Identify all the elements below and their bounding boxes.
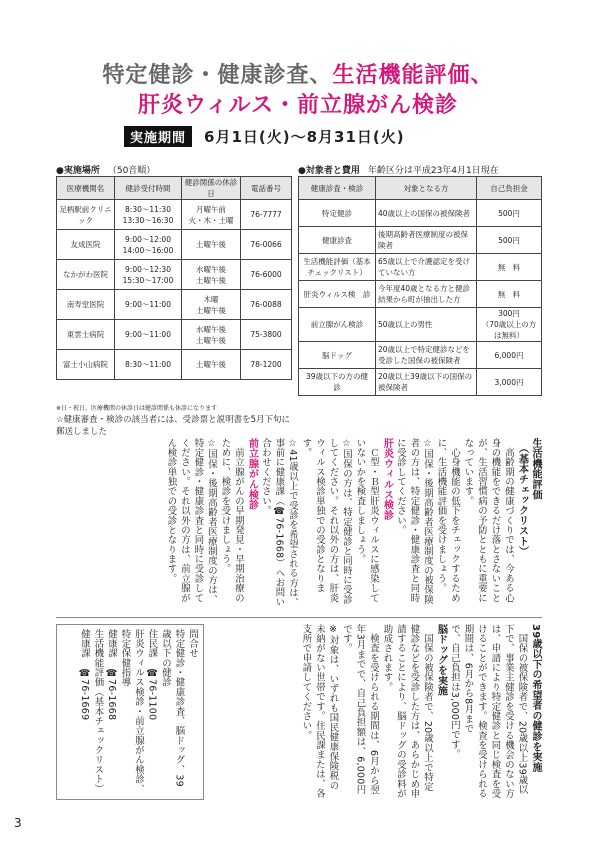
- locations-table: [56, 176, 292, 380]
- location-closed: 土曜午後: [182, 350, 241, 380]
- fees-heading: [298, 163, 499, 176]
- period-dates: 6月1日(火)〜8月31日(火): [204, 127, 405, 146]
- section-heading: 前立腺がん検診: [246, 438, 258, 511]
- location-tel: 76-0066: [241, 230, 292, 260]
- location-hours: 9:00〜12:30 15:30〜17:00: [115, 260, 182, 290]
- location-hours: 9:00〜11:00: [115, 290, 182, 320]
- paragraph: ☆国保・後期高齢者医療制度の方は、特定健診・健康診査と同時に受診してください。それ以外の方は、前立腺がん検診単独での受診となります。: [165, 438, 217, 605]
- paragraph: ※対象は、いずれも国民健康保険税の未納がない世帯です。住民課または、各支所で申請してください。: [300, 624, 339, 799]
- location-row: [57, 350, 292, 380]
- location-hours: 9:00〜11:00: [115, 320, 182, 350]
- column-health-programs: [56, 438, 542, 610]
- paragraph: 住民課 ☎76-1100: [146, 629, 158, 721]
- location-hours: 8:30〜11:00: [115, 350, 182, 380]
- location-tel: 76-7777: [241, 200, 292, 230]
- fees-subheading: 年齢区分は平成23年4月1日現在: [367, 166, 499, 176]
- location-name: なかがわ医院: [57, 260, 115, 290]
- fee-row: [299, 369, 542, 396]
- column-young-and-brain-dock: [210, 624, 542, 800]
- page-title-line1: [0, 58, 596, 89]
- col-header: 医療機関名: [57, 177, 115, 200]
- location-row: [57, 320, 292, 350]
- paragraph: 問合せ: [187, 629, 198, 659]
- paragraph: 肝炎ウィルス検診・前立腺がん検診、特定保健指導: [119, 629, 144, 794]
- fees-heading-text: ●対象者と費用: [298, 166, 360, 176]
- fee-fee: 500円: [477, 227, 542, 254]
- location-closed: 水曜午後 土曜午後: [182, 260, 241, 290]
- paragraph: で、自己負担は3,000円です。: [449, 624, 460, 759]
- fee-target: 40歳以上の国保の被保険者: [376, 200, 477, 227]
- location-tel: 78-1200: [241, 350, 292, 380]
- location-name: 足柄駅前クリニック: [57, 200, 115, 230]
- location-hours: 9:00〜12:00 14:00〜16:00: [115, 230, 182, 260]
- fees-table-header: [299, 177, 542, 200]
- title-gray-part: 特定健診・健康診査、: [102, 63, 333, 88]
- section-heading: （基本チェックリスト）: [516, 438, 528, 557]
- paragraph: 心身機能の低下をチェックするために、生活機能評価を受けましょう。: [435, 438, 460, 603]
- paragraph: 健康課 ☎76-1668: [106, 629, 117, 721]
- location-closed: 月曜午前 火・木・土曜: [182, 200, 241, 230]
- fee-fee: 300円 （70歳以上の方は無料）: [477, 308, 542, 342]
- contacts-box: [56, 624, 204, 800]
- col-header: 自己負担金: [477, 177, 542, 200]
- page-title-line2: 肝炎ウィルス・前立腺がん検診: [137, 93, 459, 118]
- paragraph: Ｃ型・Ｂ型肝炎ウィルスに感染していないかを検査しましょう。: [354, 438, 379, 603]
- paragraph: ☆国保・後期高齢者医療制度の被保険者の方は、特定健診・健康診査と同時に受診してください。: [395, 438, 433, 605]
- fee-row: [299, 254, 542, 281]
- paragraph: 健康課 ☎76-1669: [79, 629, 90, 721]
- paragraph: ☆41歳以上で受診を希望される方は、事前に健康課（☎76-1668）へお問い合わせください。: [260, 438, 298, 608]
- locations-heading-text: ●実施場所: [56, 166, 100, 176]
- fee-row: [299, 342, 542, 369]
- locations-heading: [56, 163, 155, 176]
- fee-row: [299, 281, 542, 308]
- location-name: 東雲士病院: [57, 320, 115, 350]
- fee-name: 39歳以下の方の健 診: [299, 369, 376, 396]
- section-heading: 肝炎ウィルス検診: [381, 438, 393, 521]
- paragraph: 特定健診・健康診査、脳ドッグ、39歳以下の健診: [160, 629, 185, 787]
- paragraph: 前立腺がんの早期発見・早期治療のために、検診を受けましょう。: [219, 438, 244, 603]
- fee-name: 特定健診: [299, 200, 376, 227]
- fee-target: 後期高齢者医療制度の被保険者: [376, 227, 477, 254]
- mailing-note: ☆健康審査・検診の該当者には、受診票と説明書を5月下旬に郵送しました: [56, 415, 291, 437]
- period-banner: [124, 127, 405, 145]
- fee-fee: 無 料: [477, 281, 542, 308]
- divider: [56, 617, 542, 618]
- col-header: 健診関係の休診日: [182, 177, 241, 200]
- fee-fee: 3,000円: [477, 369, 542, 396]
- section-heading: 脳ドッグを実施: [435, 624, 447, 697]
- period-label: 実施期間: [124, 126, 192, 147]
- location-name: 友成医院: [57, 230, 115, 260]
- col-header: 健康診査・検診: [299, 177, 376, 200]
- location-row: [57, 230, 292, 260]
- col-header: 電話番号: [241, 177, 292, 200]
- locations-subheading: （50音順）: [107, 166, 156, 176]
- fees-table: [298, 176, 542, 396]
- fee-target: 今年度40歳となる方と健診結果から町が抽出した方: [376, 281, 477, 308]
- fee-fee: 6,000円: [477, 342, 542, 369]
- fee-row: [299, 200, 542, 227]
- fee-fee: 500円: [477, 200, 542, 227]
- col-header: 健診受付時間: [115, 177, 182, 200]
- paragraph: 国保の被保険者で、20歳以上39歳以下で、事業主健診を受ける機会のない方は、申請により特定健診と同じ検査を受けることができます。検査を受けられる期間は、6月から8月まで: [462, 624, 528, 799]
- fee-name: 生活機能評価（基本チェックリスト）: [299, 254, 376, 281]
- fee-target: 65歳以上で介護認定を受けていない方: [376, 254, 477, 281]
- fee-name: 健康診査: [299, 227, 376, 254]
- location-closed: 木曜 土曜午後: [182, 290, 241, 320]
- closure-footnote: ※日・祝日、医療機関の休診日は健診関係も休診になります: [56, 405, 218, 412]
- fee-target: 20歳以上39歳以下の国保の被保険者: [376, 369, 477, 396]
- location-closed: 水曜午後 土曜午後: [182, 320, 241, 350]
- location-closed: 土曜午後: [182, 230, 241, 260]
- location-row: [57, 200, 292, 230]
- title-magenta-part: 生活機能評価、: [332, 63, 494, 88]
- col-header: 対象となる方: [376, 177, 477, 200]
- fee-name: 肝炎ウィルス検 診: [299, 281, 376, 308]
- paragraph: ☆国保の方は、特定健診と同時に受診してください。それ以外の方は、肝炎ウィルス検診単独での受診となります。: [300, 438, 352, 605]
- paragraph: 国保の被保険者で、20歳以上で特定健診などを受診した方は、あらかじめ申請することにより、脳ドッグの受診料が助成されます。: [381, 624, 433, 799]
- location-name: 富士小山病院: [57, 350, 115, 380]
- location-tel: 76-0088: [241, 290, 292, 320]
- location-tel: 75-3800: [241, 320, 292, 350]
- section-heading: 39歳以下の希望者の健診を実施: [530, 624, 541, 773]
- paragraph: 検査を受けられる期間は、6月から翌年3月までで、自己負担額は、6,000円です。: [341, 624, 379, 795]
- section-heading: 生活機能評価: [530, 438, 541, 500]
- fee-target: 50歳以上の男性: [376, 308, 477, 342]
- location-row: [57, 290, 292, 320]
- fee-target: 20歳以上で特定健診などを受診した国保の被保険者: [376, 342, 477, 369]
- fee-row: [299, 227, 542, 254]
- fee-name: 前立腺がん検診: [299, 308, 376, 342]
- location-hours: 8:30〜11:30 13:30〜16:30: [115, 200, 182, 230]
- paragraph: 高齢期の健康づくりでは、今ある心身の機能をできるだけ落とさないことが、生活習慣病の予防とともに重要になっています。: [462, 438, 514, 603]
- page-number: 3: [14, 816, 22, 830]
- location-name: 南寿堂医院: [57, 290, 115, 320]
- paragraph: 生活機能評価（基本チェックリスト）: [92, 629, 104, 794]
- locations-table-header: [57, 177, 292, 200]
- fee-fee: 無 料: [477, 254, 542, 281]
- fee-name: 脳ドッグ: [299, 342, 376, 369]
- location-tel: 76-6000: [241, 260, 292, 290]
- fee-row: [299, 308, 542, 342]
- location-row: [57, 260, 292, 290]
